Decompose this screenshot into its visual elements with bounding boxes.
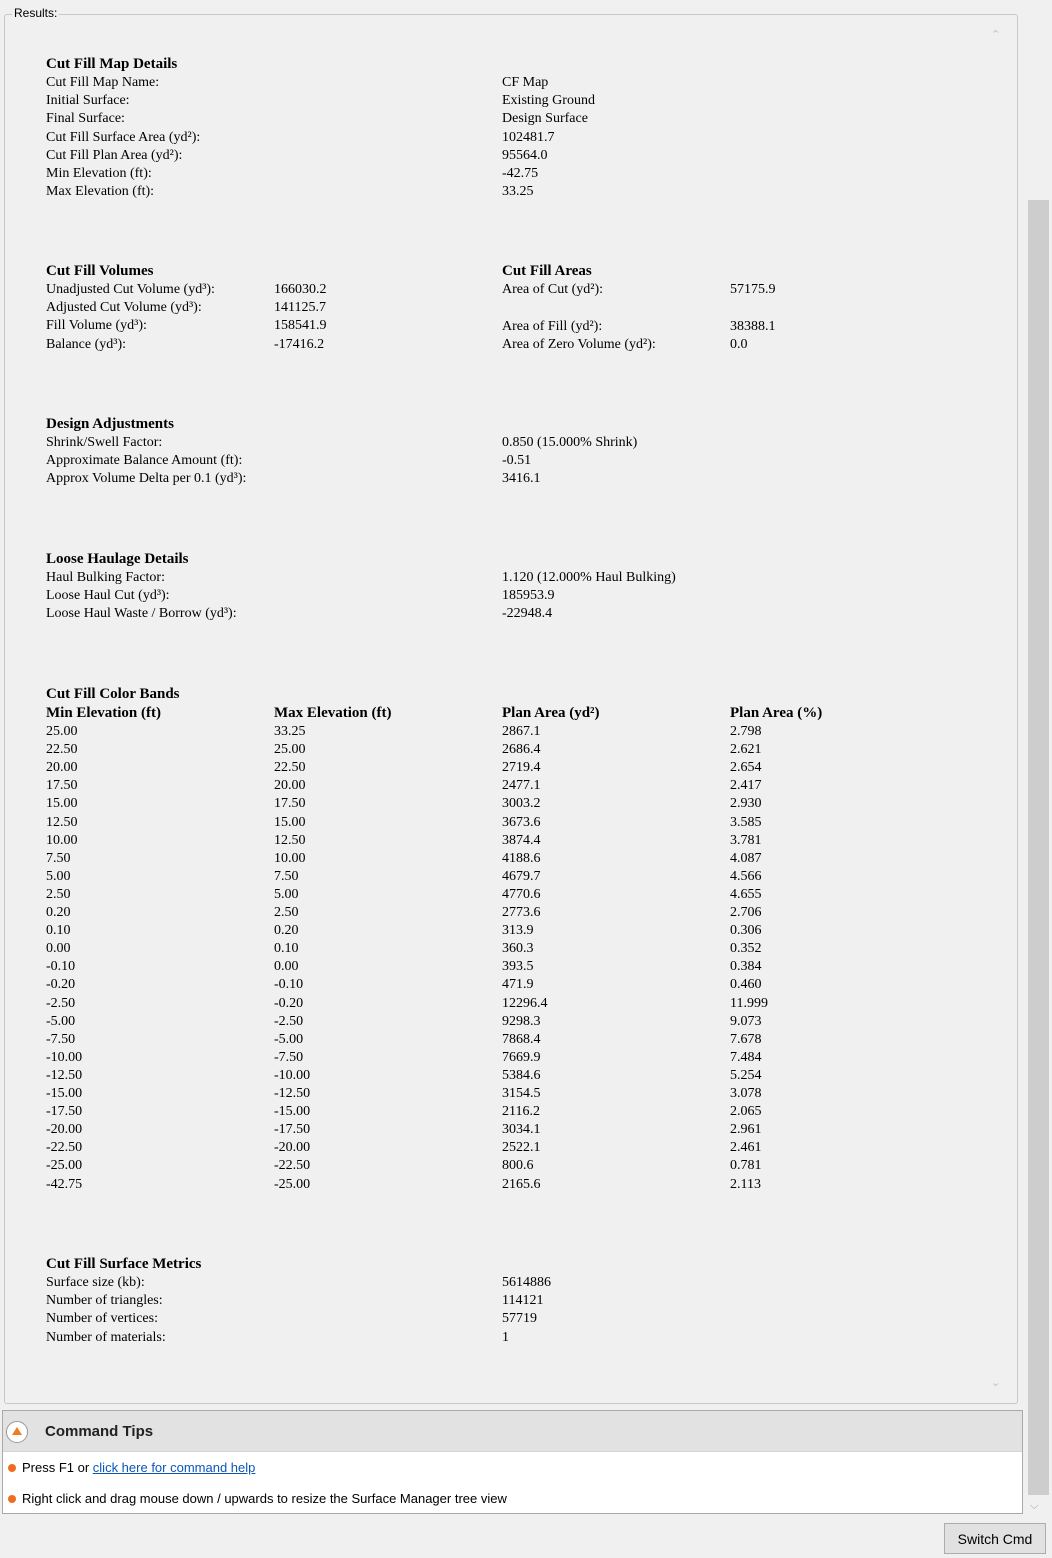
band-cell: 2116.2 <box>502 1104 540 1120</box>
detail-value: Existing Ground <box>502 93 595 109</box>
haulage-label: Loose Haul Cut (yd³): <box>46 588 170 604</box>
bullet-icon <box>8 1464 16 1472</box>
band-cell: 313.9 <box>502 923 534 939</box>
band-cell: 0.384 <box>730 959 762 975</box>
band-cell: 4679.7 <box>502 868 541 884</box>
band-cell: 0.460 <box>730 977 762 993</box>
detail-label: Cut Fill Surface Area (yd²): <box>46 129 201 145</box>
band-cell: 2.930 <box>730 796 762 812</box>
band-cell: 33.25 <box>274 724 306 739</box>
band-cell: -17.50 <box>46 1104 83 1120</box>
volume-label: Fill Volume (yd³): <box>46 318 147 334</box>
detail-label: Min Elevation (ft): <box>46 166 152 181</box>
band-cell: 4.566 <box>730 868 762 884</box>
bullet-icon <box>8 1495 16 1503</box>
results-scrollbar[interactable] <box>986 22 1008 1402</box>
band-cell: 7.678 <box>730 1031 762 1047</box>
tip-help-prefix: Press F1 or <box>22 1460 93 1475</box>
band-cell: 2.461 <box>730 1140 762 1156</box>
band-cell: 2.798 <box>730 724 762 739</box>
band-cell: 5.254 <box>730 1067 762 1083</box>
band-cell: 20.00 <box>46 760 78 776</box>
band-cell: 2477.1 <box>502 778 541 794</box>
band-cell: -15.00 <box>46 1086 83 1101</box>
area-label: Area of Cut (yd²): <box>502 282 604 297</box>
band-cell: 2.706 <box>730 905 762 920</box>
band-cell: 11.999 <box>730 995 768 1011</box>
tip-resize-text: Right click and drag mouse down / upwards to resize the Surface Manager tree view <box>22 1491 507 1506</box>
band-cell: -5.00 <box>46 1013 76 1029</box>
metric-label: Surface size (kb): <box>46 1275 145 1290</box>
detail-label: Initial Surface: <box>46 93 130 109</box>
band-cell: 3154.5 <box>502 1086 541 1101</box>
area-value: 57175.9 <box>730 282 776 297</box>
band-cell: -15.00 <box>274 1104 311 1120</box>
section-heading: Cut Fill Volumes <box>46 263 154 279</box>
band-cell: 4.655 <box>730 886 762 902</box>
haulage-label: Loose Haul Waste / Borrow (yd³): <box>46 606 237 622</box>
band-cell: 0.00 <box>46 941 71 957</box>
design-value: 0.850 (15.000% Shrink) <box>502 435 638 450</box>
band-cell: -22.50 <box>274 1158 311 1174</box>
band-cell: 10.00 <box>274 850 306 866</box>
volume-value: 141125.7 <box>274 300 326 316</box>
metric-value: 57719 <box>502 1311 537 1327</box>
band-cell: 2.113 <box>730 1176 761 1192</box>
metric-value: 114121 <box>502 1293 544 1309</box>
band-cell: 3.781 <box>730 832 762 848</box>
band-cell: -10.00 <box>46 1049 83 1065</box>
band-cell: -25.00 <box>46 1158 83 1174</box>
band-cell: 4.087 <box>730 850 762 866</box>
metric-label: Number of vertices: <box>46 1311 158 1327</box>
band-cell: 22.50 <box>274 760 306 776</box>
haulage-value: 1.120 (12.000% Haul Bulking) <box>502 570 676 585</box>
band-cell: 3673.6 <box>502 814 541 830</box>
design-label: Shrink/Swell Factor: <box>46 435 163 450</box>
band-column-header: Plan Area (yd²) <box>502 705 600 721</box>
band-cell: 20.00 <box>274 778 306 794</box>
detail-label: Cut Fill Map Name: <box>46 75 160 90</box>
band-cell: -17.50 <box>274 1122 311 1138</box>
band-cell: -5.00 <box>274 1031 304 1047</box>
band-cell: 17.50 <box>274 796 306 812</box>
band-column-header: Max Elevation (ft) <box>274 705 392 721</box>
band-cell: -20.00 <box>46 1122 83 1138</box>
band-cell: 2.654 <box>730 760 762 776</box>
area-label: Area of Fill (yd²): <box>502 319 603 334</box>
volume-label: Adjusted Cut Volume (yd³): <box>46 300 202 316</box>
band-cell: 0.781 <box>730 1158 762 1174</box>
band-cell: 7.50 <box>46 850 71 866</box>
band-cell: 9.073 <box>730 1013 762 1029</box>
section-heading: Cut Fill Areas <box>502 263 592 279</box>
band-cell: 25.00 <box>274 742 306 758</box>
outer-scrollbar-thumb[interactable] <box>1028 200 1049 1495</box>
results-scroll-up-icon[interactable]: ⌃ <box>991 29 1001 41</box>
band-cell: 2.50 <box>46 886 71 902</box>
band-cell: -22.50 <box>46 1140 83 1156</box>
band-cell: 393.5 <box>502 959 534 975</box>
band-cell: 0.10 <box>274 941 299 957</box>
command-tips-header[interactable] <box>3 1411 1022 1452</box>
band-cell: 2.621 <box>730 742 762 758</box>
band-cell: 0.10 <box>46 923 71 939</box>
band-cell: -10.00 <box>274 1067 311 1083</box>
band-cell: 7.50 <box>274 868 299 884</box>
band-cell: 2165.6 <box>502 1176 541 1192</box>
detail-value: 33.25 <box>502 184 534 200</box>
tip-item-help <box>8 1459 255 1477</box>
command-help-link[interactable]: click here for command help <box>92 1460 256 1475</box>
detail-label: Max Elevation (ft): <box>46 184 155 200</box>
band-cell: 15.00 <box>46 796 78 812</box>
detail-value: 102481.7 <box>502 129 555 145</box>
switch-cmd-button[interactable]: Switch Cmd <box>944 1523 1046 1554</box>
section-heading: Cut Fill Map Details <box>46 56 178 72</box>
band-cell: 4188.6 <box>502 850 541 866</box>
design-label: Approx Volume Delta per 0.1 (yd³): <box>46 471 247 487</box>
band-cell: 3.585 <box>730 814 762 830</box>
band-cell: 25.00 <box>46 724 78 739</box>
volume-label: Balance (yd³): <box>46 336 126 352</box>
volume-value: -17416.2 <box>274 336 325 352</box>
band-cell: 12.50 <box>274 832 306 848</box>
outer-scroll-down-icon[interactable]: ⌵ <box>1030 1500 1039 1512</box>
band-cell: 2.961 <box>730 1122 762 1138</box>
tip-item-resize <box>8 1490 507 1508</box>
section-heading: Cut Fill Color Bands <box>46 686 180 702</box>
band-cell: 3.078 <box>730 1086 762 1101</box>
band-cell: 3003.2 <box>502 796 541 812</box>
detail-value: -42.75 <box>502 166 539 181</box>
band-cell: -0.10 <box>46 959 76 975</box>
band-cell: -42.75 <box>46 1176 83 1192</box>
band-cell: -20.00 <box>274 1140 311 1156</box>
section-heading: Cut Fill Surface Metrics <box>46 1256 202 1272</box>
design-value: -0.51 <box>502 453 532 469</box>
band-cell: 2.417 <box>730 778 762 794</box>
metric-value: 5614886 <box>502 1275 551 1290</box>
band-cell: -0.20 <box>46 977 76 993</box>
band-cell: 0.306 <box>730 923 762 939</box>
results-scroll-down-icon[interactable]: ⌄ <box>991 1377 1001 1389</box>
band-cell: -7.50 <box>46 1031 76 1047</box>
band-cell: -25.00 <box>274 1176 311 1192</box>
band-cell: 7669.9 <box>502 1049 541 1065</box>
design-value: 3416.1 <box>502 471 541 487</box>
band-cell: 12296.4 <box>502 995 548 1011</box>
results-group-title: Results: <box>14 6 58 20</box>
band-cell: 3874.4 <box>502 832 541 848</box>
band-cell: 2867.1 <box>502 724 541 739</box>
results-panel <box>6 22 986 1402</box>
band-cell: -12.50 <box>46 1067 83 1083</box>
haulage-value: -22948.4 <box>502 606 553 622</box>
band-cell: 4770.6 <box>502 886 541 902</box>
band-cell: 360.3 <box>502 941 534 957</box>
collapse-toggle-icon[interactable] <box>6 1421 28 1443</box>
band-cell: 10.00 <box>46 832 78 848</box>
area-value: 0.0 <box>730 337 748 352</box>
band-cell: 15.00 <box>274 814 306 830</box>
detail-value: Design Surface <box>502 111 588 127</box>
band-cell: 17.50 <box>46 778 78 794</box>
band-cell: -7.50 <box>274 1049 304 1065</box>
band-cell: 7.484 <box>730 1049 762 1065</box>
haulage-value: 185953.9 <box>502 588 555 604</box>
metric-label: Number of triangles: <box>46 1293 163 1309</box>
band-cell: 0.352 <box>730 941 762 957</box>
section-heading: Loose Haulage Details <box>46 551 189 567</box>
band-cell: -0.10 <box>274 977 304 993</box>
volume-value: 158541.9 <box>274 318 327 334</box>
band-cell: 471.9 <box>502 977 534 993</box>
band-cell: 0.20 <box>46 905 71 920</box>
metric-value: 1 <box>502 1329 509 1345</box>
section-heading: Design Adjustments <box>46 416 174 432</box>
area-label: Area of Zero Volume (yd²): <box>502 337 656 352</box>
band-cell: 22.50 <box>46 742 78 758</box>
band-cell: 9298.3 <box>502 1013 541 1029</box>
band-cell: 2.50 <box>274 905 299 920</box>
band-cell: -12.50 <box>274 1086 311 1101</box>
band-cell: -0.20 <box>274 995 304 1011</box>
band-cell: 3034.1 <box>502 1122 541 1138</box>
haulage-label: Haul Bulking Factor: <box>46 570 165 585</box>
band-cell: -2.50 <box>274 1013 304 1029</box>
band-cell: 0.20 <box>274 923 299 939</box>
design-label: Approximate Balance Amount (ft): <box>46 453 243 469</box>
band-cell: 2719.4 <box>502 760 541 776</box>
band-cell: 2773.6 <box>502 905 541 920</box>
band-cell: 7868.4 <box>502 1031 541 1047</box>
band-column-header: Plan Area (%) <box>730 705 823 721</box>
metric-label: Number of materials: <box>46 1329 166 1345</box>
band-cell: 0.00 <box>274 959 299 975</box>
band-cell: 5.00 <box>274 886 299 902</box>
band-cell: -2.50 <box>46 995 76 1011</box>
band-cell: 2522.1 <box>502 1140 541 1156</box>
band-cell: 2686.4 <box>502 742 541 758</box>
band-column-header: Min Elevation (ft) <box>46 705 161 721</box>
band-cell: 5384.6 <box>502 1067 541 1083</box>
detail-label: Final Surface: <box>46 111 125 127</box>
detail-value: CF Map <box>502 75 549 90</box>
detail-value: 95564.0 <box>502 147 548 163</box>
area-value: 38388.1 <box>730 319 776 334</box>
detail-label: Cut Fill Plan Area (yd²): <box>46 147 183 163</box>
command-tips-panel <box>2 1410 1023 1514</box>
band-cell: 800.6 <box>502 1158 534 1174</box>
command-tips-title: Command Tips <box>45 1423 154 1440</box>
band-cell: 5.00 <box>46 868 71 884</box>
volume-value: 166030.2 <box>274 282 327 297</box>
band-cell: 2.065 <box>730 1104 762 1120</box>
band-cell: 12.50 <box>46 814 78 830</box>
volume-label: Unadjusted Cut Volume (yd³): <box>46 282 215 297</box>
